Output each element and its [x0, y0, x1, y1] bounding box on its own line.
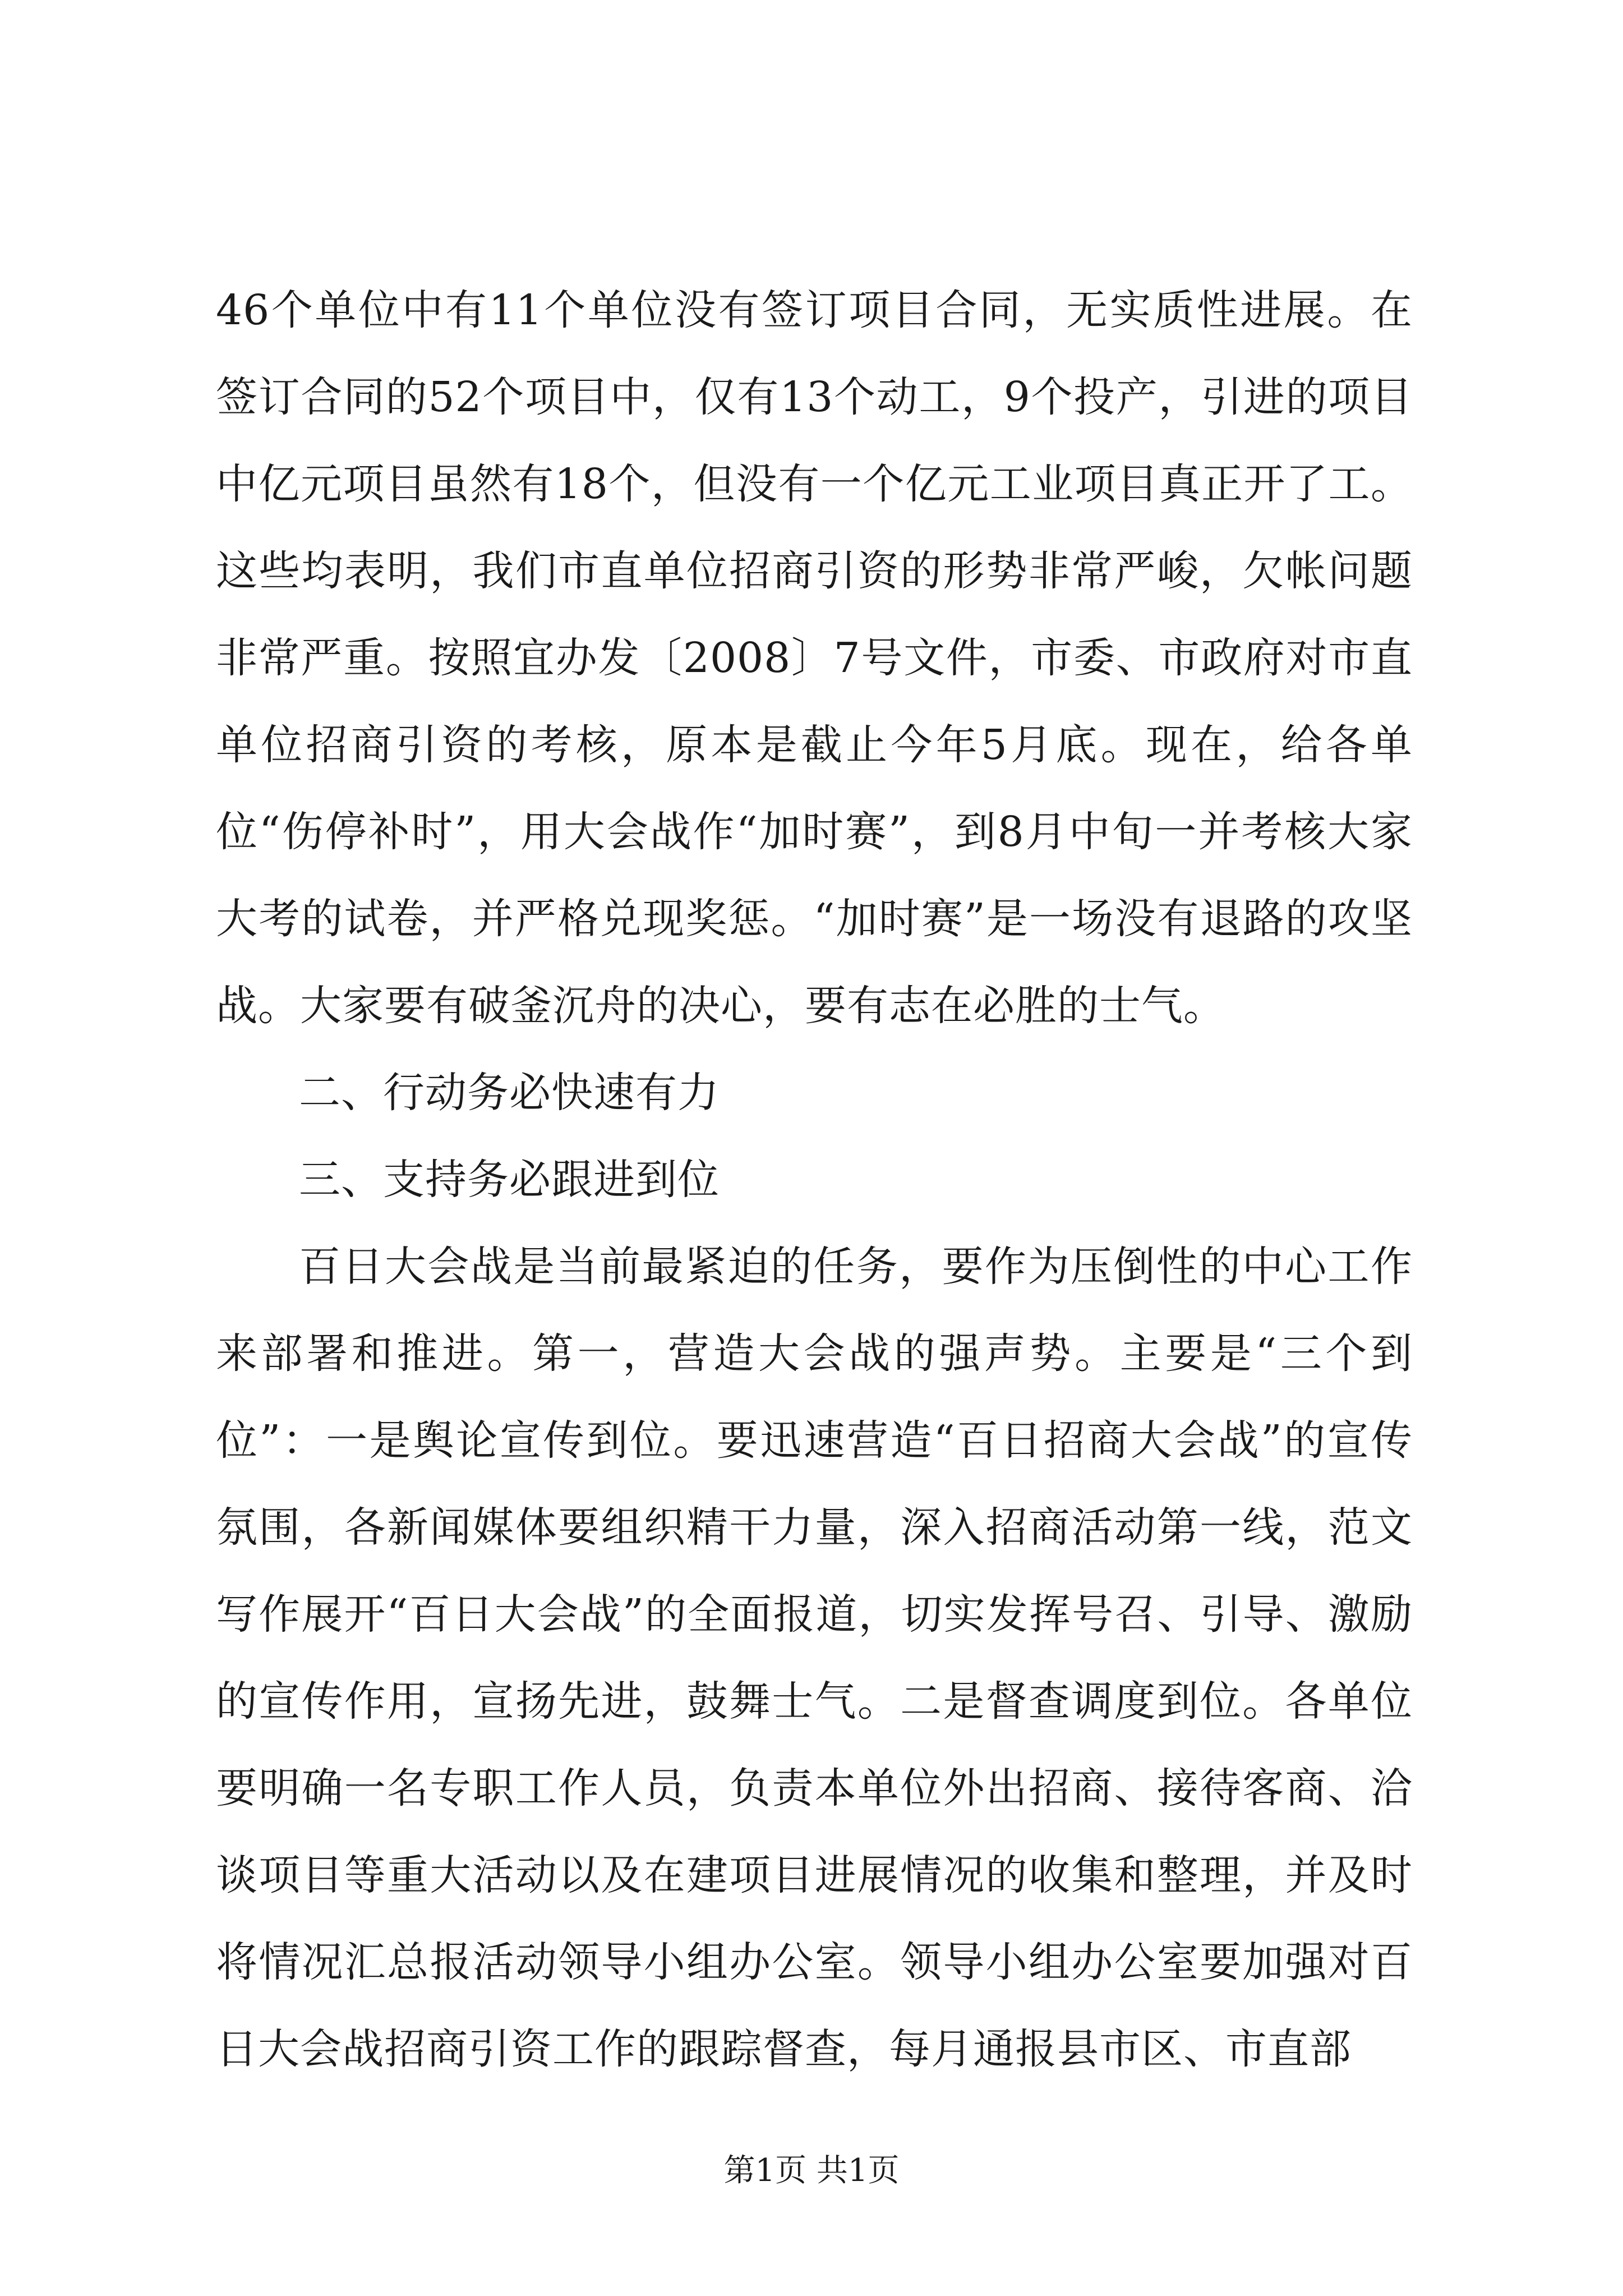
page-number: 第1页 共1页 — [723, 2152, 900, 2189]
section-heading-three: 三、支持务必跟进到位 — [299, 1156, 720, 1204]
section-heading-two: 二、行动务必快速有力 — [299, 1069, 720, 1117]
body-paragraph: 46个单位中有11个单位没有签订项目合同，无实质性进展。在签订合同的52个项目中，仅有13个动工，9个投产，引进的项目中亿元项目虽然有18个，但没有一个亿元工业项目真正开了工。这些均表明，我们市直单位招商引资的形势非常严峻，欠帐问题非常严重。按照宜办发〔2008〕7号文件，市委、市政府对市直单位招商引资的考核，原本是截止今年5月底。现在，给各单位“伤停补时”，用大会战作“加时赛”，到8月中旬一并考核大家大考的试卷，并严格兑现奖惩。“加时赛”是一场没有退路的攻坚战。大家要有破釜沉舟的决心，要有志在必胜的士气。 — [216, 286, 1413, 1030]
body-paragraph: 百日大会战是当前最紧迫的任务，要作为压倒性的中心工作来部署和推进。第一，营造大会战的强声势。主要是“三个到位”：一是舆论宣传到位。要迅速营造“百日招商大会战”的宣传氛围，各新闻媒体要组织精干力量，深入招商活动第一线，范文写作展开“百日大会战”的全面报道，切实发挥号召、引导、激励的宣传作用，宣扬先进，鼓舞士气。二是督查调度到位。各单位要明确一名专职工作人员，负责本单位外出招商、接待客商、洽谈项目等重大活动以及在建项目进展情况的收集和整理，并及时将情况汇总报活动领导小组办公室。领导小组办公室要加强对百日大会战招商引资工作的跟踪督查，每月通报县市区、市直部 — [216, 1243, 1413, 2073]
page-footer — [0, 2151, 1623, 2191]
document-body — [216, 267, 1413, 2093]
